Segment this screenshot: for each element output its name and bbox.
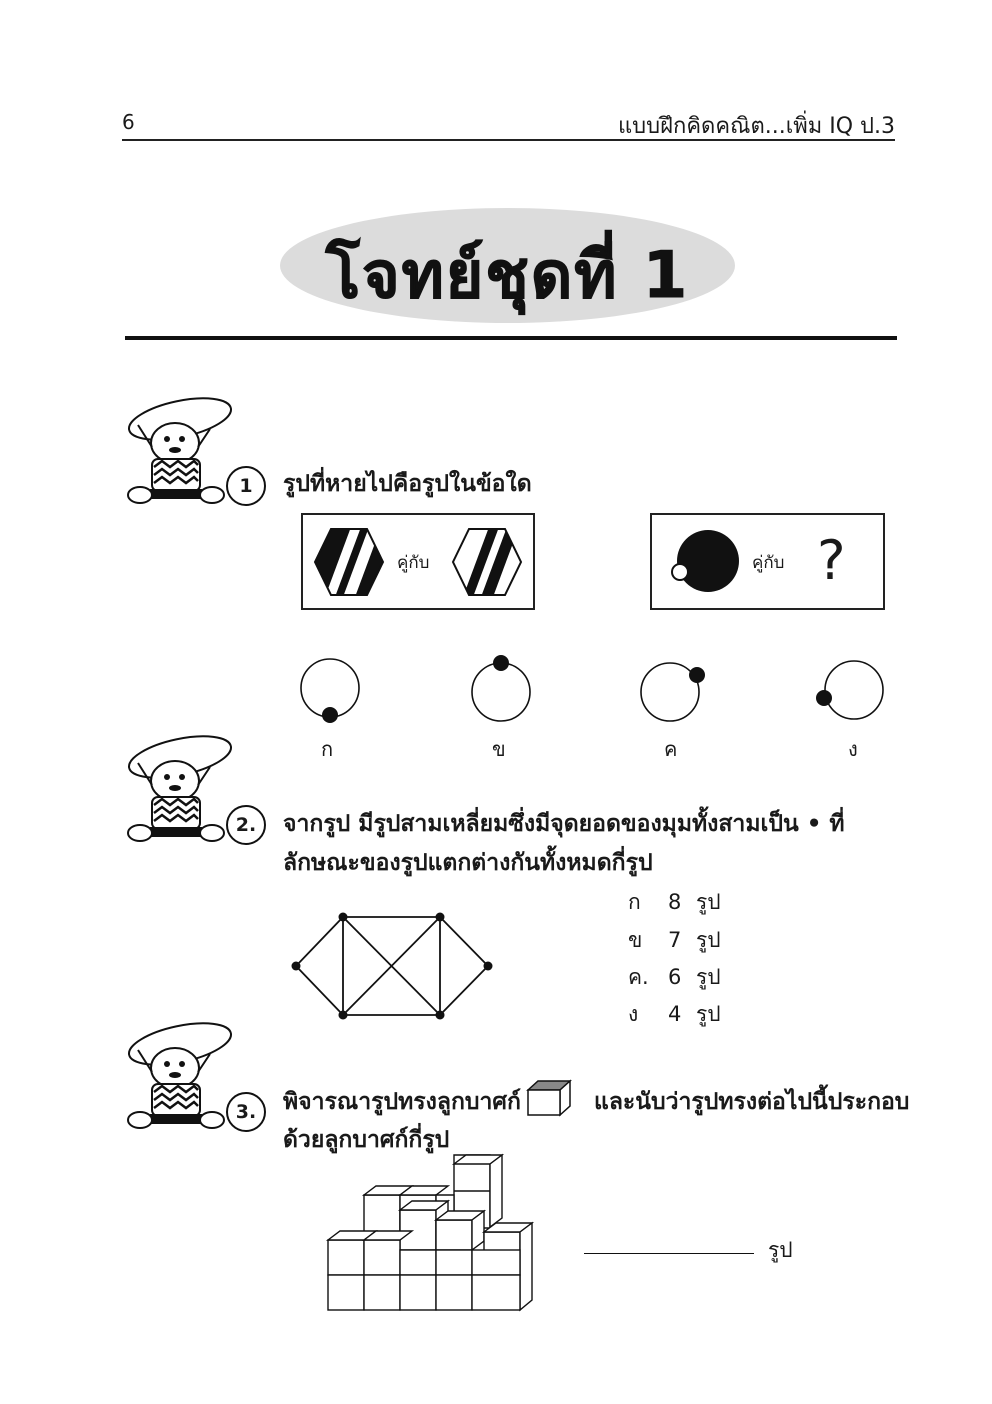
choice-row — [628, 998, 721, 1031]
choice-unit: รูป — [696, 965, 721, 989]
choice-label: ข — [628, 928, 643, 952]
option-circle-top-right-dot — [636, 652, 712, 728]
choice-label: ก — [628, 890, 641, 914]
option-label: ข — [492, 737, 506, 761]
question-mark: ? — [817, 529, 846, 592]
question-number: 3. — [226, 1092, 266, 1132]
choice-unit: รูป — [696, 1002, 721, 1026]
mascot-illustration — [120, 395, 240, 505]
choice-label: ค. — [628, 965, 649, 989]
pair-box-hexagons — [301, 513, 535, 610]
choice-value: 8 — [668, 890, 682, 914]
choice-value: 6 — [668, 965, 682, 989]
header-rule — [122, 139, 895, 141]
question-2-text-line1: จากรูป มีรูปสามเหลี่ยมซึ่งมีจุดยอดของมุมทั้งสามเป็น • ที่ — [283, 811, 845, 837]
striped-hexagon-light — [451, 527, 523, 597]
cube-stack-figure — [320, 1150, 535, 1315]
option-label: ง — [848, 737, 858, 761]
option-circle-top-dot — [466, 652, 536, 728]
cube-icon — [524, 1078, 574, 1118]
answer-unit: รูป — [768, 1238, 793, 1262]
question-3-text-part1: พิจารณารูปทรงลูกบาศก์ — [283, 1089, 521, 1115]
question-1-text: รูปที่หายไปคือรูปในข้อใด — [283, 471, 532, 497]
choice-row — [628, 961, 721, 994]
question-number: 1 — [226, 466, 266, 506]
option-label: ก — [321, 737, 334, 761]
choice-unit: รูป — [696, 890, 721, 914]
mascot-illustration — [120, 733, 240, 843]
option-label: ค — [664, 737, 678, 761]
set-title: โจทย์ชุดที่ 1 — [325, 239, 690, 313]
triangle-figure — [285, 908, 495, 1023]
choice-unit: รูป — [696, 928, 721, 952]
question-3-text-line2: ด้วยลูกบาศก์กี่รูป — [283, 1127, 450, 1153]
choice-row — [628, 886, 721, 919]
option-circle-bottom-dot — [295, 652, 365, 728]
page-number: 6 — [122, 110, 135, 134]
answer-blank-line — [584, 1253, 754, 1254]
book-title: แบบฝึกคิดคณิต...เพิ่ม IQ ป.3 — [618, 114, 895, 139]
title-rule — [125, 336, 897, 340]
choice-value: 4 — [668, 1002, 682, 1026]
striped-hexagon-dark — [313, 527, 385, 597]
question-2-text-line2: ลักษณะของรูปแตกต่างกันทั้งหมดกี่รูป — [283, 850, 653, 876]
pair-label: คู่กับ — [397, 553, 430, 573]
pair-box-circles — [650, 513, 885, 610]
question-number: 2. — [226, 805, 266, 845]
pair-label: คู่กับ — [752, 553, 785, 573]
black-circle-with-white-dot — [664, 525, 742, 601]
mascot-illustration — [120, 1020, 240, 1130]
choice-row — [628, 924, 721, 957]
choice-value: 7 — [668, 928, 682, 952]
option-circle-left-dot — [808, 652, 888, 728]
question-3-text-part2: และนับว่ารูปทรงต่อไปนี้ประกอบ — [594, 1089, 910, 1115]
choice-label: ง — [628, 1002, 639, 1026]
